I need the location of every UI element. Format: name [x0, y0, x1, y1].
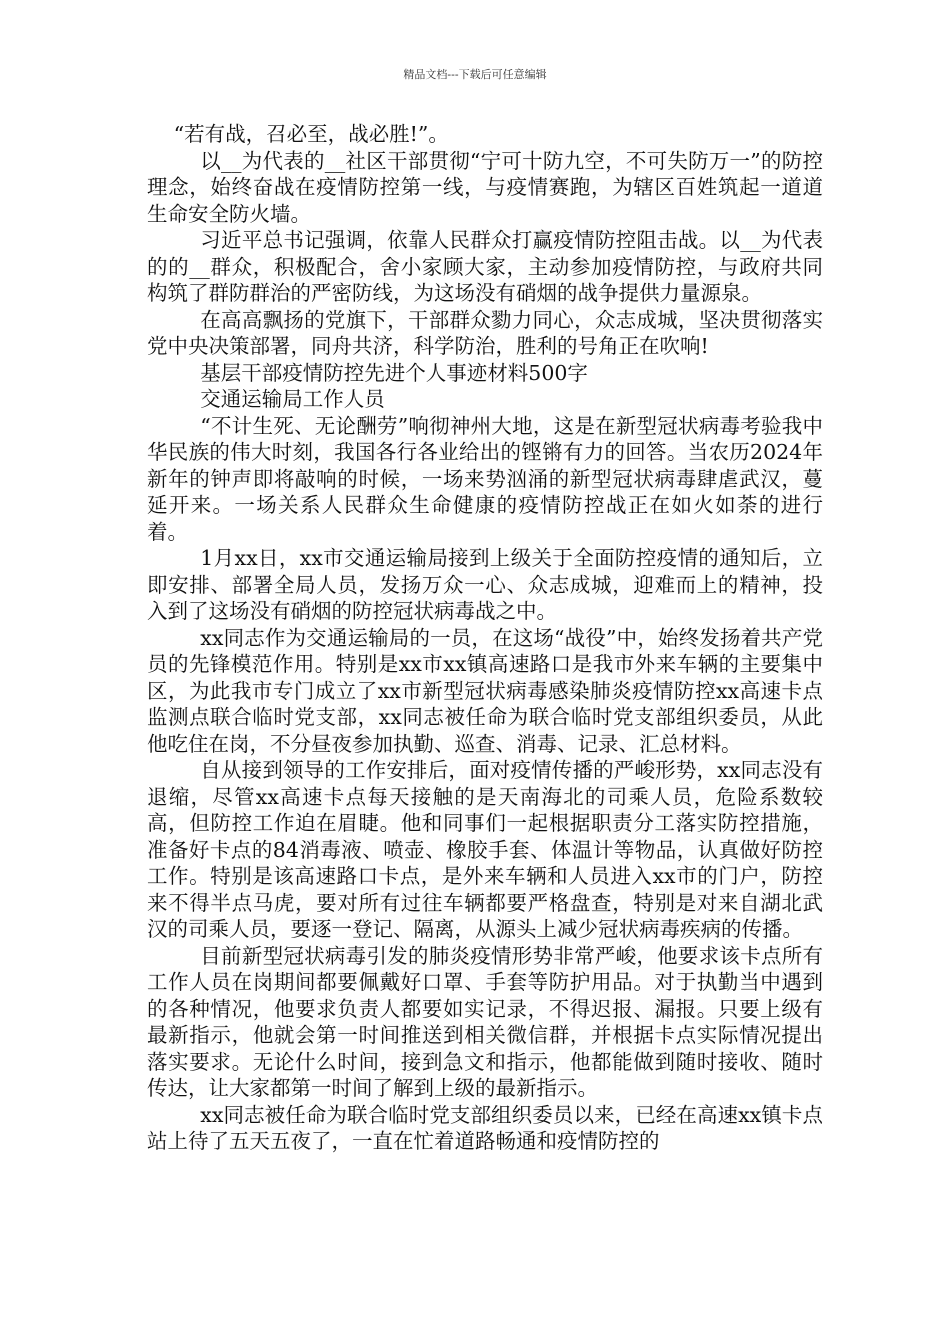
paragraph: “不计生死、无论酬劳”响彻神州大地，这是在新型冠状病毒考验我中华民族的伟大时刻，我国各行各业给出的铿锵有力的回答。当农历2024年新年的钟声即将敲响的时候，一场来势汹涌的新型冠状病毒肆虐武汉，蔓延开来。一场关系人民群众生命健康的疫情防控战正在如火如荼的进行着。	[147, 413, 823, 544]
paragraph: 目前新型冠状病毒引发的肺炎疫情形势非常严峻，他要求该卡点所有工作人员在岗期间都要佩戴好口罩、手套等防护用品。对于执勤当中遇到的各种情况，他要求负责人都要如实记录，不得迟报、漏报。只要上级有最新指示，他就会第一时间推送到相关微信群，并根据卡点实际情况提出落实要求。无论什么时间，接到急文和指示，他都能做到随时接收、随时传达，让大家都第一时间了解到上级的最新指示。	[147, 943, 823, 1100]
paragraph: 以__为代表的__社区干部贯彻“宁可十防九空，不可失防万一”的防控理念，始终奋战在疫情防控第一线，与疫情赛跑，为辖区百姓筑起一道道生命安全防火墙。	[147, 148, 823, 226]
paragraph: 1月xx日，xx市交通运输局接到上级关于全面防控疫情的通知后，立即安排、部署全局人员，发扬万众一心、众志成城，迎难而上的精神，投入到了这场没有硝烟的防控冠状病毒战之中。	[147, 546, 823, 623]
paragraph: xx同志被任命为联合临时党支部组织委员以来，已经在高速xx镇卡点站上待了五天五夜了，一直在忙着道路畅通和疫情防控的	[147, 1102, 823, 1153]
document-body	[147, 121, 823, 1155]
paragraph-quote: “若有战，召必至，战必胜!”。	[173, 122, 449, 146]
paragraph: 自从接到领导的工作安排后，面对疫情传播的严峻形势，xx同志没有退缩，尽管xx高速卡点每天接触的是天南海北的司乘人员，危险系数较高，但防控工作迫在眉睫。他和同事们一起根据职责分工落实防控措施，准备好卡点的84消毒液、喷壶、橡胶手套、体温计等物品，认真做好防控工作。特别是该高速路口卡点，是外来车辆和人员进入xx市的门户，防控来不得半点马虎，要对所有过往车辆都要严格盘查，特别是对来自湖北武汉的司乘人员，要逐一登记、隔离，从源头上减少冠状病毒疾病的传播。	[147, 758, 823, 941]
section-title: 基层干部疫情防控先进个人事迹材料500字	[200, 360, 588, 385]
section-subtitle: 交通运输局工作人员	[200, 387, 385, 411]
page-header: 精品文档---下载后可任意编辑	[403, 68, 547, 81]
paragraph: 习近平总书记强调，依靠人民群众打赢疫情防控阻击战。以__为代表的的__群众，积极配合，舍小家顾大家，主动参加疫情防控，与政府共同构筑了群防群治的严密防线，为这场没有硝烟的战争提供力量源泉。	[147, 228, 823, 305]
paragraph: 在高高飘扬的党旗下，干部群众勠力同心，众志成城，坚决贯彻落实党中央决策部署，同舟共济，科学防治，胜利的号角正在吹响!	[147, 307, 823, 358]
paragraph: xx同志作为交通运输局的一员，在这场“战役”中，始终发扬着共产党员的先锋模范作用。特别是xx市xx镇高速路口是我市外来车辆的主要集中区，为此我市专门成立了xx市新型冠状病毒感染肺炎疫情防控xx高速卡点监测点联合临时党支部，xx同志被任命为联合临时党支部组织委员，从此他吃住在岗，不分昼夜参加执勤、巡查、消毒、记录、汇总材料。	[147, 625, 823, 756]
